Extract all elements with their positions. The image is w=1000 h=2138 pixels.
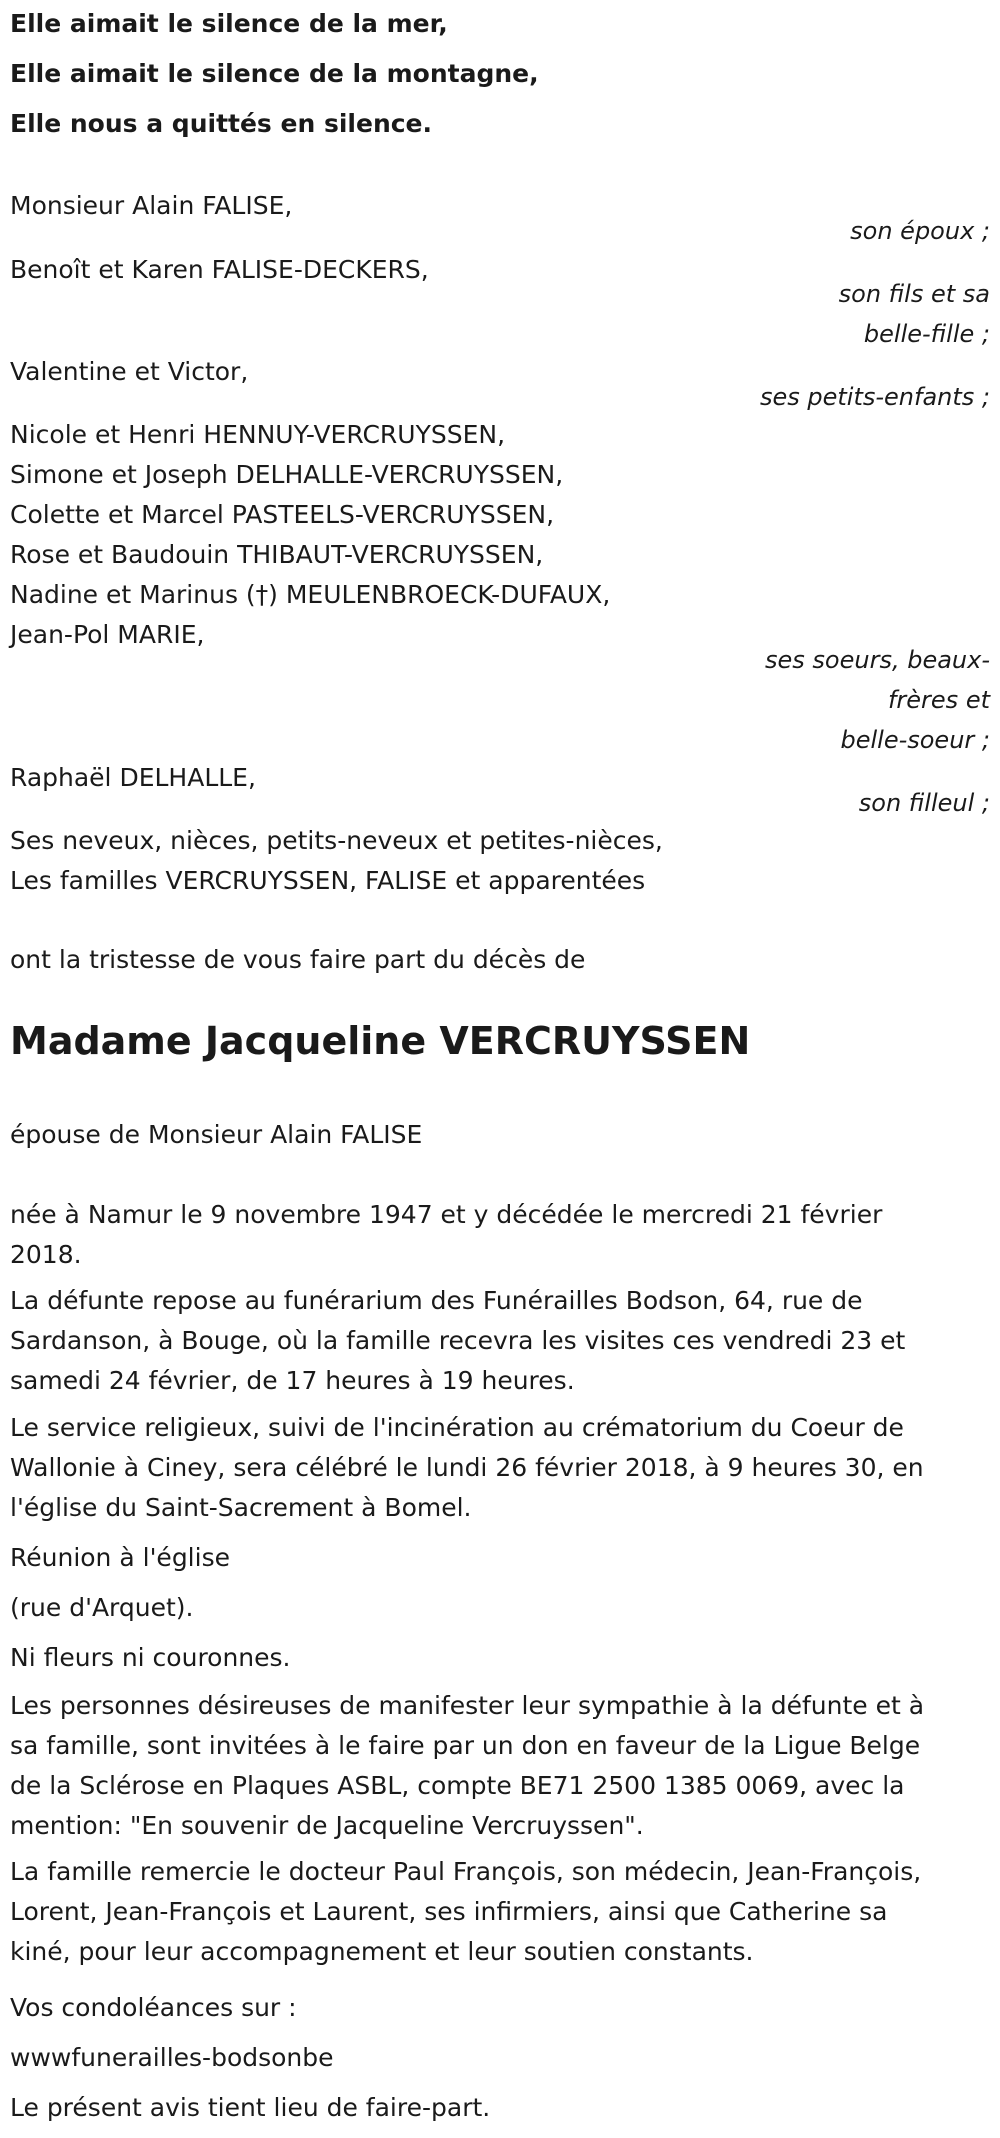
siblings-list	[10, 415, 990, 655]
paragraph-line: l'église du Saint-Sacrement à Bomel.	[10, 1493, 472, 1522]
poem-line-3: Elle nous a quittés en silence.	[10, 109, 433, 138]
son-relation-line-1: son fils et sa	[838, 280, 990, 308]
siblings-relation-line-1: ses soeurs, beaux-	[765, 646, 990, 674]
grandchildren-name: Valentine et Victor,	[10, 357, 249, 386]
extended-family	[10, 821, 990, 901]
sibling-line: Rose et Baudouin THIBAUT-VERCRUYSSEN,	[10, 540, 544, 569]
sibling-line: Jean-Pol MARIE,	[10, 620, 205, 649]
sibling-line: Nicole et Henri HENNUY-VERCRUYSSEN,	[10, 420, 506, 449]
extended-family-line: Les familles VERCRUYSSEN, FALISE et apparentées	[10, 866, 646, 895]
paragraph-line: Lorent, Jean-François et Laurent, ses infirmiers, ainsi que Catherine sa	[10, 1897, 888, 1926]
godson-name: Raphaël DELHALLE,	[10, 763, 256, 792]
poem-line-1: Elle aimait le silence de la mer,	[10, 9, 448, 38]
paragraph-line: La défunte repose au funérarium des Funérailles Bodson, 64, rue de	[10, 1286, 863, 1315]
paragraph-line: Wallonie à Ciney, sera célébré le lundi 26 février 2018, à 9 heures 30, en	[10, 1453, 924, 1482]
paragraph-line: samedi 24 février, de 17 heures à 19 heures.	[10, 1366, 575, 1395]
siblings-relation-line-2: frères et	[887, 686, 990, 714]
spouse-line: épouse de Monsieur Alain FALISE	[10, 1120, 423, 1149]
sibling-line: Nadine et Marinus (†) MEULENBROECK-DUFAUX,	[10, 580, 611, 609]
siblings-relation-line-3: belle-soeur ;	[840, 726, 990, 754]
service-paragraph	[10, 1408, 990, 1528]
street-line: (rue d'Arquet).	[10, 1593, 194, 1622]
funerarium-paragraph	[10, 1281, 990, 1401]
paragraph-line: kiné, pour leur accompagnement et leur soutien constants.	[10, 1937, 754, 1966]
son-relation-line-2: belle-fille ;	[863, 320, 990, 348]
donation-paragraph	[10, 1686, 990, 1846]
paragraph-line: Sardanson, à Bouge, où la famille recevra les visites ces vendredi 23 et	[10, 1326, 906, 1355]
deceased-name: Madame Jacqueline VERCRUYSSEN	[10, 1019, 751, 1063]
extended-family-line: Ses neveux, nièces, petits-neveux et petites-nièces,	[10, 826, 663, 855]
paragraph-line: née à Namur le 9 novembre 1947 et y décédée le mercredi 21 février	[10, 1200, 883, 1229]
poem-line-2: Elle aimait le silence de la montagne,	[10, 59, 539, 88]
paragraph-line: 2018.	[10, 1240, 82, 1269]
paragraph-line: de la Sclérose en Plaques ASBL, compte BE71 2500 1385 0069, avec la	[10, 1771, 905, 1800]
announcement: ont la tristesse de vous faire part du décès de	[10, 945, 586, 974]
paragraph-line: Le service religieux, suivi de l'incinération au crématorium du Coeur de	[10, 1413, 904, 1442]
spouse-relation: son époux ;	[850, 217, 990, 245]
paragraph-line: sa famille, sont invitées à le faire par un don en faveur de la Ligue Belge	[10, 1731, 921, 1760]
birth-paragraph	[10, 1195, 990, 1275]
sibling-line: Simone et Joseph DELHALLE-VERCRUYSSEN,	[10, 460, 564, 489]
son-name: Benoît et Karen FALISE-DECKERS,	[10, 255, 429, 284]
paragraph-line: La famille remercie le docteur Paul François, son médecin, Jean-François,	[10, 1857, 922, 1886]
grandchildren-relation: ses petits-enfants ;	[759, 383, 990, 411]
godson-relation: son filleul ;	[858, 789, 990, 817]
paragraph-line: mention: "En souvenir de Jacqueline Vercruyssen".	[10, 1811, 644, 1840]
notice-line: Le présent avis tient lieu de faire-part.	[10, 2093, 491, 2122]
thanks-paragraph	[10, 1852, 990, 1972]
sibling-line: Colette et Marcel PASTEELS-VERCRUYSSEN,	[10, 500, 555, 529]
condolences-line: Vos condoléances sur :	[10, 1993, 297, 2022]
website-line: wwwfunerailles-bodsonbe	[10, 2043, 334, 2072]
flowers-line: Ni fleurs ni couronnes.	[10, 1643, 291, 1672]
meeting-line: Réunion à l'église	[10, 1543, 230, 1572]
paragraph-line: Les personnes désireuses de manifester leur sympathie à la défunte et à	[10, 1691, 925, 1720]
spouse-name: Monsieur Alain FALISE,	[10, 191, 293, 220]
